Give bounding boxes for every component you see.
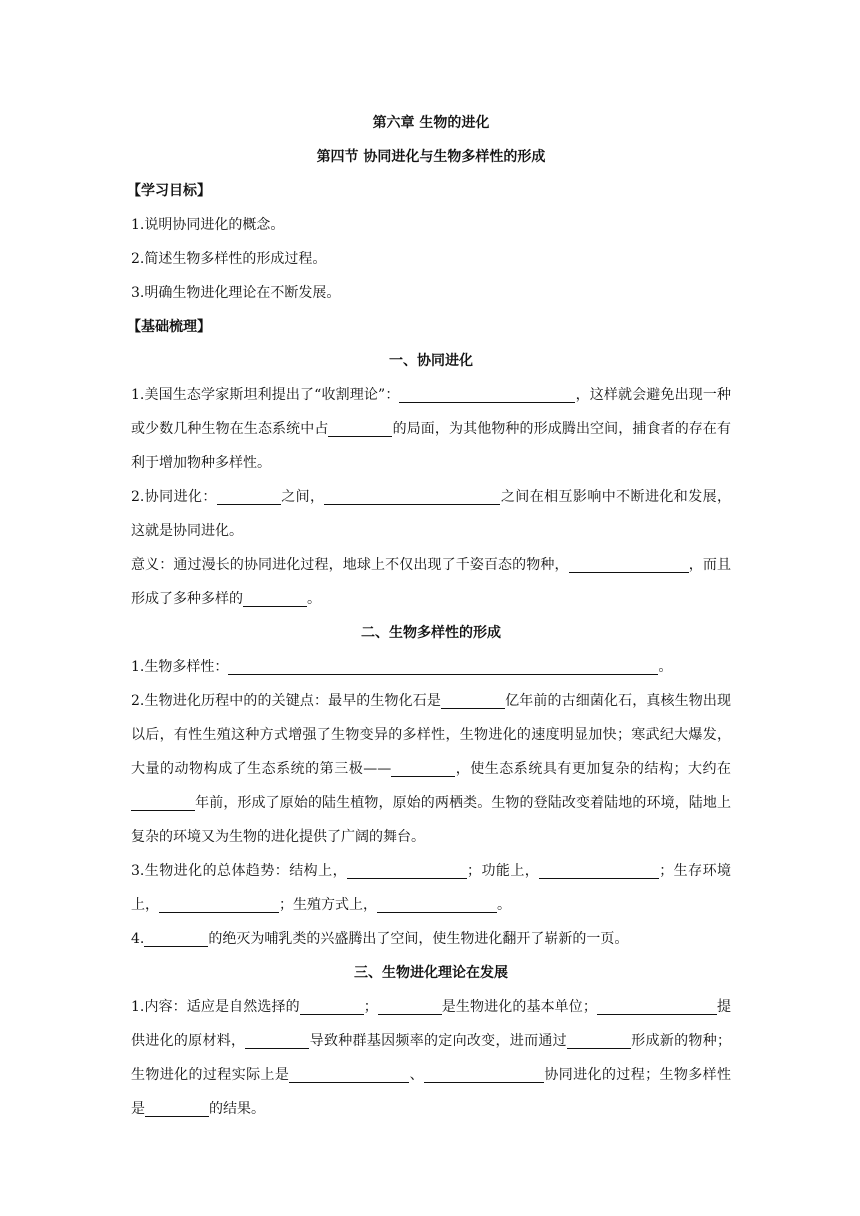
paragraph-evolution-trends: 3.生物进化的总体趋势：结构上， ；功能上， ；生存环境上， ；生殖方式上， 。 xyxy=(131,854,731,922)
paragraph-harvest-theory: 1.美国生态学家斯坦利提出了“收割理论”： ，这样就会避免出现一种或少数几种生物在生态系统中占 的局面，为其他物种的形成腾出空间，捕食者的存在有利于增加物种多样性。 xyxy=(131,378,731,480)
fill-blank[interactable] xyxy=(539,860,659,879)
paragraph-evolution-milestones: 2.生物进化历程中的的关键点：最早的生物化石是 亿年前的古细菌化石，真核生物出现以后，有性生殖这种方式增强了生物变异的多样性，生物进化的速度明显加快；寒武纪大爆发，大量的动物构成了生态系统的第三极—— ，使生态系统具有更加复杂的结构；大约在年前，形成了原始的陆生植物，原始的两栖类。生物的登陆改变着陆地的环境，陆地上复杂的环境又为生物的进化提供了广阔的舞台。 xyxy=(131,684,731,854)
fill-blank[interactable] xyxy=(347,860,467,879)
fill-blank[interactable] xyxy=(424,1064,544,1083)
fill-blank[interactable] xyxy=(441,690,505,709)
fill-blank[interactable] xyxy=(243,588,307,607)
fill-blank[interactable] xyxy=(228,656,658,675)
paragraph-theory-content: 1.内容：适应是自然选择的 ； 是生物进化的基本单位； 提供进化的原材料， 导致种群基因频率的定向改变，进而通过 形成新的物种；生物进化的过程实际上是 、 协同进化的过程；生物多样性是 的结果。 xyxy=(131,990,731,1126)
fill-blank[interactable] xyxy=(300,996,364,1015)
paragraph-coevolution-definition: 2.协同进化： 之间， 之间在相互影响中不断进化和发展，这就是协同进化。 xyxy=(131,480,731,548)
paragraph-biodiversity-definition: 1.生物多样性： 。 xyxy=(131,650,731,684)
fill-blank[interactable] xyxy=(131,792,195,811)
chapter-title: 第六章 生物的进化 xyxy=(372,115,490,131)
section-title: 第四节 协同进化与生物多样性的形成 xyxy=(316,149,546,165)
fill-blank[interactable] xyxy=(569,554,689,573)
section-heading-coevolution: 一、协同进化 xyxy=(389,353,473,369)
fill-blank[interactable] xyxy=(159,894,279,913)
fill-blank[interactable] xyxy=(145,1098,209,1117)
fill-blank[interactable] xyxy=(245,1030,309,1049)
basics-header: 【基础梳理】 xyxy=(127,319,211,335)
fill-blank[interactable] xyxy=(391,758,455,777)
fill-blank[interactable] xyxy=(567,1030,631,1049)
goal-item: 1.说明协同进化的概念。 xyxy=(131,217,285,233)
fill-blank[interactable] xyxy=(597,996,717,1015)
paragraph-extinction: 4. 的绝灭为哺乳类的兴盛腾出了空间，使生物进化翻开了崭新的一页。 xyxy=(131,922,731,956)
fill-blank[interactable] xyxy=(289,1064,409,1083)
goal-item: 3.明确生物进化理论在不断发展。 xyxy=(131,285,341,301)
fill-blank[interactable] xyxy=(324,486,500,505)
fill-blank[interactable] xyxy=(399,384,575,403)
section-heading-theory: 三、生物进化理论在发展 xyxy=(354,965,508,981)
fill-blank[interactable] xyxy=(144,928,208,947)
fill-blank[interactable] xyxy=(217,486,281,505)
paragraph-significance: 意义：通过漫长的协同进化过程，地球上不仅出现了千姿百态的物种， ，而且形成了多种多样的 。 xyxy=(131,548,731,616)
fill-blank[interactable] xyxy=(378,996,442,1015)
document-content xyxy=(127,106,732,1126)
goal-item: 2.简述生物多样性的形成过程。 xyxy=(131,251,327,267)
section-heading-biodiversity: 二、生物多样性的形成 xyxy=(361,625,501,641)
fill-blank[interactable] xyxy=(328,418,392,437)
fill-blank[interactable] xyxy=(377,894,497,913)
goals-header: 【学习目标】 xyxy=(127,183,211,199)
